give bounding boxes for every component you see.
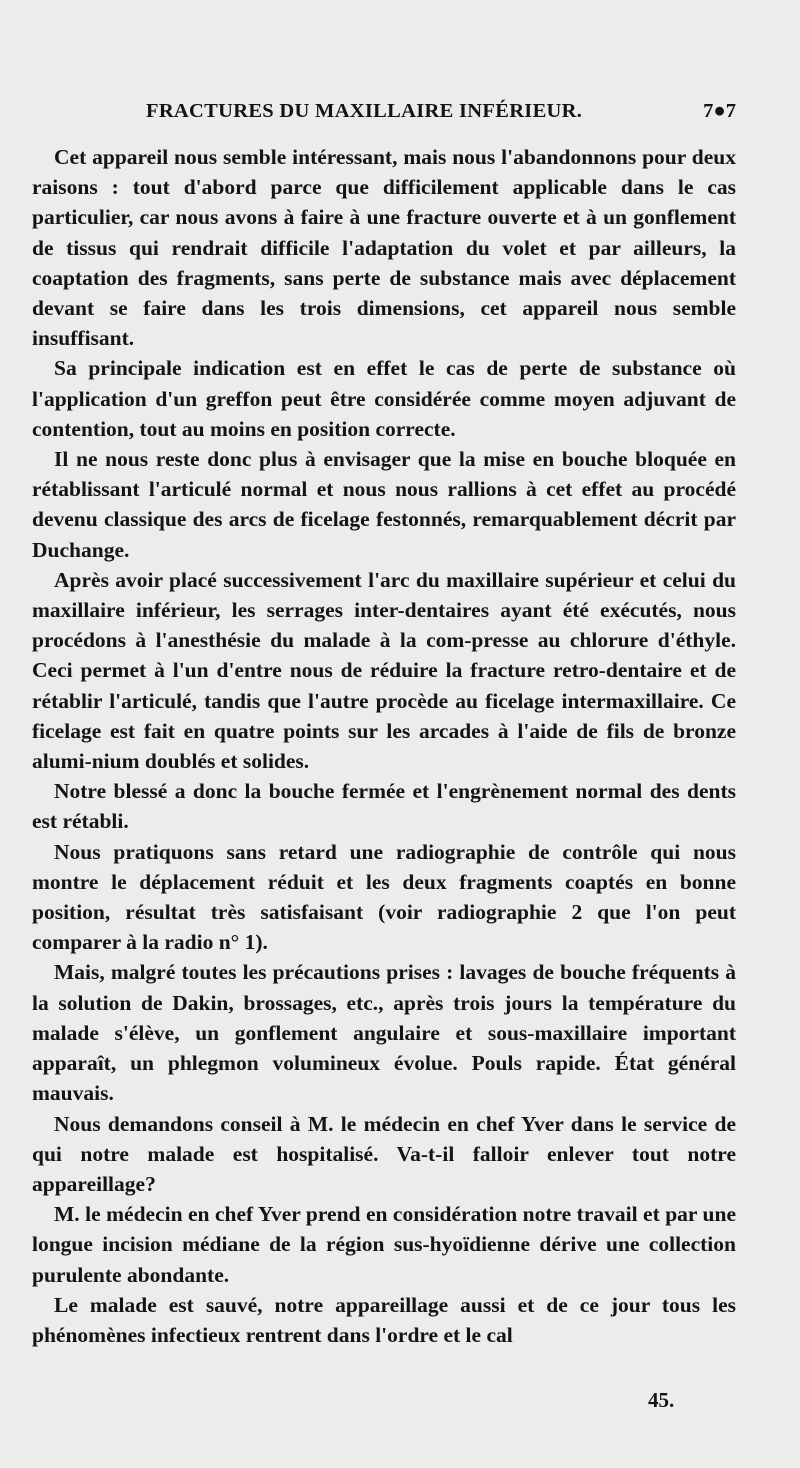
paragraph: Nous demandons conseil à M. le médecin en chef Yver dans le service de qui notre malade est hospitalisé. Va-t-il falloir enlever tout notre appareillage? [32, 1111, 736, 1196]
paragraph: Sa principale indication est en effet le cas de perte de substance où l'application d'un greffon peut être considérée comme moyen adjuvant de contention, tout au moins en position correcte. [32, 356, 736, 441]
body-text [32, 142, 736, 1350]
paragraph: Mais, malgré toutes les précautions prises : lavages de bouche fréquents à la solution de Dakin, brossages, etc., après trois jours la température du malade s'élève, un gonflement angulaire et sous-maxillaire important apparaît, un phlegmon volumineux évolue. Pouls rapide. État général mauvais. [32, 960, 736, 1106]
paragraph: M. le médecin en chef Yver prend en considération notre travail et par une longue incision médiane de la région sus-hyoïdienne dérive une collection purulente abondante. [32, 1202, 736, 1287]
paragraph: Le malade est sauvé, notre appareillage aussi et de ce jour tous les phénomènes infectieux rentrent dans l'ordre et le cal [32, 1292, 736, 1347]
paragraph: Cet appareil nous semble intéressant, mais nous l'abandonnons pour deux raisons : tout d'abord parce que difficilement applicable dans le cas particulier, car nous avons à faire à une fracture ouverte et à un gonflement de tissus qui rendrait difficile l'adaptation du volet et par ailleurs, la coaptation des fragments, sans perte de substance mais avec déplacement devant se faire dans les trois dimensions, cet appareil nous semble insuffisant. [32, 145, 736, 351]
paragraph: Il ne nous reste donc plus à envisager que la mise en bouche bloquée en rétablissant l'articulé normal et nous nous rallions à cet effet au procédé devenu classique des arcs de ficelage festonnés, remarquablement décrit par Duchange. [32, 447, 736, 562]
paragraph: Après avoir placé successivement l'arc du maxillaire supérieur et celui du maxillaire inférieur, les serrages inter-dentaires ayant été exécutés, nous procédons à l'anesthésie du malade à la com-presse au chlorure d'éthyle. Ceci permet à l'un d'entre nous de réduire la fracture retro-dentaire et de rétablir l'articulé, tandis que l'autre procède au ficelage intermaxillaire. Ce ficelage est fait en quatre points sur les arcades à l'aide de fils de bronze alumi-nium doublés et solides. [32, 567, 736, 774]
running-title: FRACTURES DU MAXILLAIRE INFÉRIEUR. [146, 100, 583, 122]
paragraph: Nous pratiquons sans retard une radiographie de contrôle qui nous montre le déplacement réduit et les deux fragments coaptés en bonne position, résultat très satisfaisant (voir radiographie 2 que l'on peut comparer à la radio n° 1). [32, 839, 736, 955]
paragraph: Notre blessé a donc la bouche fermée et l'engrènement normal des dents est rétabli. [32, 779, 736, 834]
page-number: 7●7 [703, 100, 736, 122]
page-header [0, 100, 800, 136]
signature-mark: 45. [648, 1388, 675, 1412]
